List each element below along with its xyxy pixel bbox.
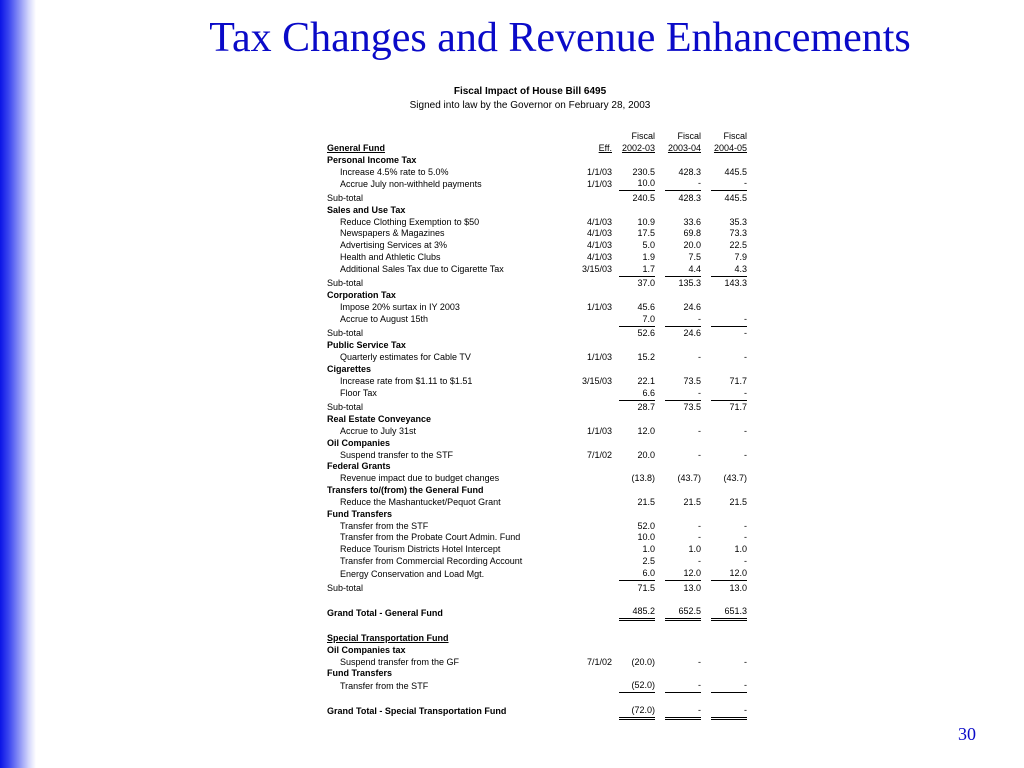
value-cell <box>711 414 747 426</box>
section-heading-row <box>327 340 747 352</box>
value-cell: 73.3 <box>729 228 747 239</box>
row-label: Sub-total <box>327 278 364 289</box>
value-cell: 5.0 <box>642 240 655 251</box>
value-cell <box>665 633 701 645</box>
value-cell: - <box>711 178 747 190</box>
row-label: Suspend transfer to the STF <box>340 449 454 460</box>
value-cell <box>619 633 655 645</box>
value-cell: 28.7 <box>637 402 655 413</box>
header-eff: Eff. <box>598 142 612 153</box>
value-cell <box>665 509 701 521</box>
value-cell <box>711 645 747 657</box>
value-cell: 20.0 <box>683 240 701 251</box>
value-cell <box>665 205 701 217</box>
value-cell: - <box>698 656 701 667</box>
header-year-3: 2004-05 <box>713 142 747 153</box>
value-cell: - <box>744 425 747 436</box>
value-cell <box>711 290 747 302</box>
row-label: Quarterly estimates for Cable TV <box>340 352 471 363</box>
value-cell <box>711 461 747 473</box>
header-fiscal-3: Fiscal <box>723 131 747 141</box>
value-cell: - <box>698 520 701 531</box>
effective-date <box>566 705 612 718</box>
value-cell: 6.0 <box>619 568 655 580</box>
row-label: Transfers to/(from) the General Fund <box>327 485 484 496</box>
table-row <box>327 302 747 314</box>
fund-heading-row <box>327 633 747 645</box>
value-cell: 45.6 <box>637 302 655 313</box>
effective-date <box>566 326 612 340</box>
effective-date <box>566 645 612 657</box>
row-label: Corporation Tax <box>327 290 396 301</box>
table-header-row-bottom <box>327 143 747 155</box>
value-cell <box>711 302 747 314</box>
subtotal-row <box>327 580 747 594</box>
effective-date: 4/1/03 <box>586 252 612 263</box>
value-cell: 1.7 <box>619 264 655 276</box>
effective-date <box>566 191 612 205</box>
value-cell: 4.4 <box>665 264 701 276</box>
value-cell: 21.5 <box>729 496 747 507</box>
value-cell <box>665 414 701 426</box>
value-cell: 52.0 <box>637 520 655 531</box>
value-cell: 1.0 <box>642 544 655 555</box>
value-cell: - <box>711 705 747 718</box>
effective-date <box>566 668 612 680</box>
subtotal-row <box>327 326 747 340</box>
section-heading-row <box>327 668 747 680</box>
effective-date: 1/1/03 <box>586 178 612 189</box>
value-cell: - <box>744 520 747 531</box>
effective-date <box>566 568 612 580</box>
effective-date <box>566 580 612 594</box>
value-cell: 37.0 <box>637 278 655 289</box>
value-cell <box>665 645 701 657</box>
effective-date <box>566 633 612 645</box>
row-label: Accrue to August 15th <box>340 314 429 325</box>
value-cell: 21.5 <box>637 496 655 507</box>
value-cell: 22.1 <box>637 375 655 386</box>
value-cell <box>619 205 655 217</box>
section-heading-row <box>327 364 747 376</box>
effective-date: 1/1/03 <box>586 166 612 177</box>
value-cell: 428.3 <box>678 192 701 203</box>
value-cell <box>711 438 747 450</box>
row-label: Transfer from Commercial Recording Account <box>340 556 523 567</box>
row-label: Real Estate Conveyance <box>327 414 432 425</box>
value-cell: 7.9 <box>734 252 747 263</box>
value-cell: - <box>711 314 747 326</box>
section-heading-row <box>327 290 747 302</box>
effective-date: 1/1/03 <box>586 425 612 436</box>
value-cell: 12.0 <box>711 568 747 580</box>
row-label: Personal Income Tax <box>327 154 417 165</box>
effective-date <box>566 290 612 302</box>
table-row <box>327 568 747 580</box>
value-cell <box>711 509 747 521</box>
row-label: Increase 4.5% rate to 5.0% <box>340 166 449 177</box>
row-label: Grand Total - General Fund <box>327 607 443 618</box>
row-label: Suspend transfer from the GF <box>340 656 460 667</box>
value-cell: - <box>665 680 701 692</box>
row-label: Public Service Tax <box>327 340 406 351</box>
table-row <box>327 556 747 568</box>
table-row <box>327 376 747 388</box>
row-label: Sub-total <box>327 582 364 593</box>
row-label: Revenue impact due to budget changes <box>340 473 500 484</box>
value-cell: (13.8) <box>631 473 655 484</box>
row-label: Grand Total - Special Transportation Fund <box>327 706 507 717</box>
value-cell: 4.3 <box>711 264 747 276</box>
effective-date <box>566 544 612 556</box>
value-cell: 13.0 <box>729 582 747 593</box>
value-cell <box>665 485 701 497</box>
table-row <box>327 388 747 400</box>
value-cell: - <box>744 328 747 339</box>
value-cell <box>619 509 655 521</box>
value-cell: - <box>711 388 747 400</box>
value-cell: 17.5 <box>637 228 655 239</box>
value-cell: 485.2 <box>619 606 655 619</box>
value-cell: 143.3 <box>724 278 747 289</box>
value-cell <box>665 668 701 680</box>
row-label: Fund Transfers <box>327 668 393 679</box>
value-cell: 24.6 <box>683 302 701 313</box>
slide-title: Tax Changes and Revenue Enhancements <box>209 15 911 61</box>
value-cell: (72.0) <box>619 705 655 718</box>
effective-date: 7/1/02 <box>586 449 612 460</box>
spacer-row <box>327 594 747 606</box>
value-cell <box>665 290 701 302</box>
effective-date: 4/1/03 <box>586 216 612 227</box>
row-label: Energy Conservation and Load Mgt. <box>340 568 485 579</box>
value-cell: 7.0 <box>619 314 655 326</box>
row-label: Sub-total <box>327 328 364 339</box>
table-row <box>327 240 747 252</box>
value-cell <box>665 340 701 352</box>
spacer-row <box>327 620 747 633</box>
value-cell: 12.0 <box>665 568 701 580</box>
effective-date <box>566 414 612 426</box>
table-row <box>327 497 747 509</box>
effective-date <box>566 532 612 544</box>
row-label: Sales and Use Tax <box>327 204 406 215</box>
row-label: Special Transportation Fund <box>327 632 449 643</box>
value-cell: 10.0 <box>619 178 655 190</box>
value-cell: 71.5 <box>637 582 655 593</box>
effective-date <box>566 497 612 509</box>
page-number: 30 <box>958 724 976 744</box>
effective-date <box>566 155 612 167</box>
value-cell: - <box>698 556 701 567</box>
header-fiscal-2: Fiscal <box>677 131 701 141</box>
value-cell <box>711 340 747 352</box>
value-cell: - <box>665 314 701 326</box>
effective-date <box>566 473 612 485</box>
value-cell: 22.5 <box>729 240 747 251</box>
row-label: Sub-total <box>327 402 364 413</box>
value-cell: 73.5 <box>683 402 701 413</box>
value-cell: - <box>744 556 747 567</box>
value-cell <box>619 668 655 680</box>
effective-date <box>566 400 612 414</box>
value-cell: 445.5 <box>724 166 747 177</box>
value-cell <box>665 461 701 473</box>
report-title: Fiscal Impact of House Bill 6495 <box>453 86 607 97</box>
value-cell: 445.5 <box>724 192 747 203</box>
table-row <box>327 167 747 179</box>
row-label: Transfer from the STF <box>340 520 429 531</box>
row-label: Transfer from the STF <box>340 680 429 691</box>
table-row <box>327 314 747 326</box>
value-cell <box>619 340 655 352</box>
value-cell <box>619 364 655 376</box>
value-cell: 21.5 <box>683 496 701 507</box>
section-heading-row <box>327 485 747 497</box>
subtotal-row <box>327 400 747 414</box>
value-cell <box>711 205 747 217</box>
value-cell: - <box>744 656 747 667</box>
header-year-1: 2002-03 <box>621 142 655 153</box>
row-label: Reduce the Mashantucket/Pequot Grant <box>340 496 501 507</box>
row-label: Advertising Services at 3% <box>340 240 448 251</box>
row-label: Floor Tax <box>340 388 377 399</box>
table-row <box>327 473 747 485</box>
value-cell <box>619 414 655 426</box>
value-cell: 69.8 <box>683 228 701 239</box>
row-label: Accrue July non-withheld payments <box>340 178 482 189</box>
left-gradient-bar <box>0 0 36 768</box>
value-cell: (52.0) <box>619 680 655 692</box>
value-cell: - <box>744 532 747 543</box>
value-cell <box>619 461 655 473</box>
table-row <box>327 450 747 462</box>
row-label: Accrue to July 31st <box>340 425 417 436</box>
effective-date <box>566 680 612 692</box>
spacer-row <box>327 693 747 705</box>
effective-date <box>566 461 612 473</box>
table-row <box>327 426 747 438</box>
header-general-fund: General Fund <box>327 142 386 153</box>
value-cell: - <box>698 449 701 460</box>
effective-date <box>566 438 612 450</box>
value-cell: (43.7) <box>677 473 701 484</box>
value-cell: (43.7) <box>723 473 747 484</box>
section-heading-row <box>327 509 747 521</box>
value-cell: - <box>744 449 747 460</box>
effective-date <box>566 314 612 326</box>
row-label: Sub-total <box>327 192 364 203</box>
value-cell <box>665 438 701 450</box>
value-cell <box>711 155 747 167</box>
value-cell: - <box>665 178 701 190</box>
value-cell: 71.7 <box>729 375 747 386</box>
value-cell: 71.7 <box>729 402 747 413</box>
effective-date <box>566 606 612 619</box>
value-cell: - <box>665 705 701 718</box>
effective-date <box>566 205 612 217</box>
value-cell: 12.0 <box>637 425 655 436</box>
row-label: Cigarettes <box>327 364 372 374</box>
row-label: Impose 20% surtax in IY 2003 <box>340 302 460 313</box>
value-cell: 7.5 <box>688 252 701 263</box>
value-cell: (20.0) <box>631 656 655 667</box>
grand-total-row <box>327 705 747 718</box>
value-cell <box>619 155 655 167</box>
table-row <box>327 228 747 240</box>
effective-date: 3/15/03 <box>581 264 612 275</box>
table-row <box>327 532 747 544</box>
effective-date: 4/1/03 <box>586 228 612 239</box>
value-cell: - <box>698 532 701 543</box>
effective-date <box>566 521 612 533</box>
table-row <box>327 544 747 556</box>
row-label: Newspapers & Magazines <box>340 228 445 239</box>
value-cell <box>711 633 747 645</box>
effective-date: 7/1/02 <box>586 656 612 667</box>
value-cell: 2.5 <box>642 556 655 567</box>
value-cell <box>711 364 747 376</box>
row-label: Health and Athletic Clubs <box>340 252 441 263</box>
row-label: Oil Companies <box>327 437 391 448</box>
value-cell: - <box>698 425 701 436</box>
value-cell: 135.3 <box>678 278 701 289</box>
row-label: Transfer from the Probate Court Admin. Fund <box>340 532 521 543</box>
value-cell <box>665 155 701 167</box>
section-heading-row <box>327 155 747 167</box>
value-cell: 230.5 <box>632 166 655 177</box>
value-cell <box>619 290 655 302</box>
value-cell: 73.5 <box>683 375 701 386</box>
value-cell: - <box>744 352 747 363</box>
row-label: Increase rate from $1.11 to $1.51 <box>340 375 473 386</box>
table-row <box>327 521 747 533</box>
header-year-2: 2003-04 <box>667 142 701 153</box>
row-label: Oil Companies tax <box>327 644 406 655</box>
value-cell <box>619 485 655 497</box>
grand-total-row <box>327 606 747 619</box>
value-cell: 6.6 <box>619 388 655 400</box>
value-cell: 10.0 <box>637 532 655 543</box>
value-cell: 15.2 <box>637 352 655 363</box>
value-cell: 13.0 <box>683 582 701 593</box>
value-cell: 240.5 <box>632 192 655 203</box>
value-cell <box>711 668 747 680</box>
value-cell: 1.9 <box>642 252 655 263</box>
value-cell <box>619 438 655 450</box>
value-cell: 35.3 <box>729 216 747 227</box>
section-heading-row <box>327 205 747 217</box>
effective-date <box>566 485 612 497</box>
report-subtitle: Signed into law by the Governor on February 28, 2003 <box>409 100 651 111</box>
value-cell <box>711 485 747 497</box>
table-row <box>327 657 747 669</box>
effective-date <box>566 276 612 290</box>
table-row <box>327 252 747 264</box>
value-cell: 20.0 <box>637 449 655 460</box>
effective-date <box>566 388 612 400</box>
table-row <box>327 178 747 190</box>
value-cell: 651.3 <box>711 606 747 619</box>
effective-date: 4/1/03 <box>586 240 612 251</box>
value-cell: 24.6 <box>683 328 701 339</box>
effective-date: 1/1/03 <box>586 302 612 313</box>
value-cell <box>665 364 701 376</box>
value-cell: - <box>698 352 701 363</box>
table-header-row-top <box>327 131 747 143</box>
table-row <box>327 680 747 692</box>
subtotal-row <box>327 276 747 290</box>
value-cell: 1.0 <box>734 544 747 555</box>
section-heading-row <box>327 645 747 657</box>
table-row <box>327 217 747 229</box>
value-cell <box>619 645 655 657</box>
value-cell: 428.3 <box>678 166 701 177</box>
section-heading-row <box>327 414 747 426</box>
effective-date <box>566 556 612 568</box>
row-label: Fund Transfers <box>327 508 393 519</box>
value-cell: 1.0 <box>688 544 701 555</box>
row-label: Federal Grants <box>327 461 391 472</box>
effective-date <box>566 340 612 352</box>
value-cell: - <box>711 680 747 692</box>
value-cell: 10.9 <box>637 216 655 227</box>
effective-date: 3/15/03 <box>581 375 612 386</box>
subtotal-row <box>327 191 747 205</box>
value-cell: - <box>665 388 701 400</box>
effective-date: 1/1/03 <box>586 352 612 363</box>
value-cell: 52.6 <box>637 328 655 339</box>
value-cell: 652.5 <box>665 606 701 619</box>
effective-date <box>566 509 612 521</box>
table-row <box>327 264 747 276</box>
row-label: Reduce Tourism Districts Hotel Intercept <box>340 544 501 555</box>
fiscal-impact-table <box>327 131 747 720</box>
row-label: Reduce Clothing Exemption to $50 <box>340 216 480 227</box>
table-row <box>327 352 747 364</box>
section-heading-row <box>327 438 747 450</box>
row-label: Additional Sales Tax due to Cigarette Tax <box>340 264 504 275</box>
effective-date <box>566 364 612 376</box>
section-heading-row <box>327 461 747 473</box>
header-fiscal-1: Fiscal <box>631 131 655 141</box>
value-cell: 33.6 <box>683 216 701 227</box>
